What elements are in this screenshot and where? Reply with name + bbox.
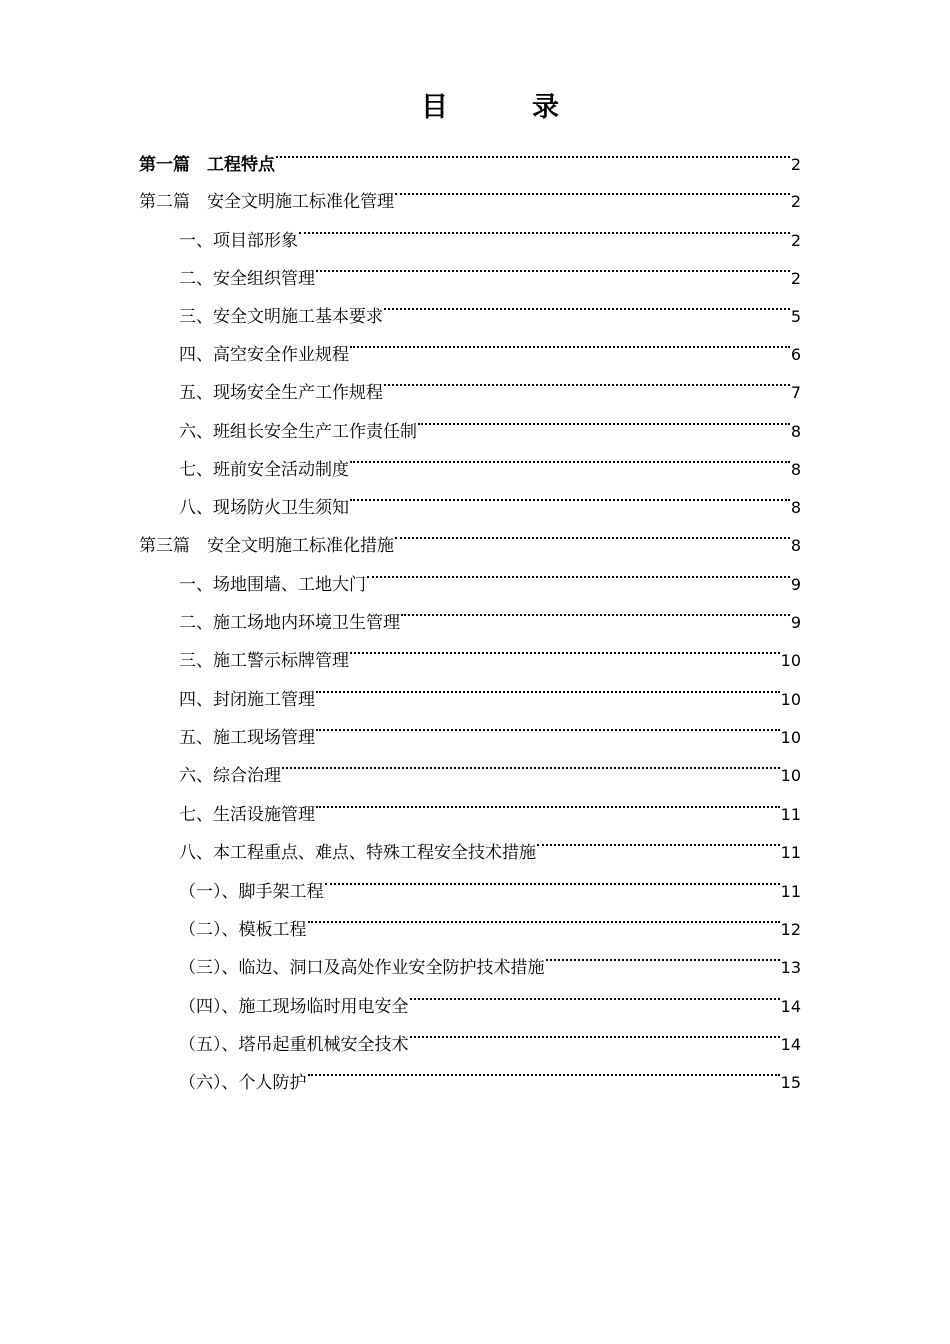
page-title [0, 88, 950, 128]
toc-entry-title: 八、本工程重点、难点、特殊工程安全技术措施 [179, 843, 536, 863]
toc-entry-page-number: 15 [780, 1073, 801, 1092]
toc-dot-leader [367, 552, 790, 590]
toc-dot-leader [282, 743, 780, 781]
toc-dot-leader [410, 974, 780, 1012]
toc-entry-title: 六、班组长安全生产工作责任制 [179, 422, 417, 442]
toc-entry-page-number: 8 [790, 536, 801, 555]
toc-entry[interactable] [179, 399, 801, 442]
toc-entry[interactable] [179, 705, 801, 748]
toc-entry-title: 八、现场防火卫生须知 [179, 498, 349, 518]
toc-entry-page-number: 8 [790, 422, 801, 441]
toc-dot-leader [395, 169, 790, 207]
toc-entry-title: 四、高空安全作业规程 [179, 345, 349, 365]
toc-entry-page-number: 2 [790, 269, 801, 288]
toc-entry-title: 三、安全文明施工基本要求 [179, 307, 383, 327]
toc-entry[interactable] [179, 360, 801, 403]
toc-entry[interactable] [179, 743, 801, 786]
toc-dot-leader [350, 322, 790, 360]
toc-entry-title: 二、安全组织管理 [179, 269, 315, 289]
toc-entry-page-number: 6 [790, 345, 801, 364]
toc-entry-title: 七、生活设施管理 [179, 805, 315, 825]
toc-entry-page-number: 13 [780, 958, 801, 977]
toc-dot-leader [410, 1012, 780, 1050]
toc-dot-leader [546, 935, 780, 973]
toc-entry-page-number: 5 [790, 307, 801, 326]
toc-dot-leader [316, 782, 780, 820]
toc-entry[interactable] [139, 169, 801, 212]
toc-entry-page-number: 10 [780, 728, 801, 747]
toc-entry-title: （五）、塔吊起重机械安全技术 [179, 1035, 409, 1055]
toc-dot-leader [401, 590, 790, 628]
toc-entry[interactable] [179, 208, 801, 251]
toc-entry-title: （一）、脚手架工程 [179, 882, 324, 902]
toc-entry[interactable] [179, 782, 801, 825]
toc-entry[interactable] [179, 475, 801, 518]
toc-entry-title: （六）、个人防护 [179, 1073, 307, 1093]
toc-entry-page-number: 11 [780, 843, 801, 862]
toc-dot-leader [276, 132, 790, 170]
toc-entry-title: 七、班前安全活动制度 [179, 460, 349, 480]
toc-entry-page-number: 8 [790, 498, 801, 517]
toc-entry[interactable] [179, 1050, 801, 1093]
toc-dot-leader [308, 1050, 780, 1088]
toc-entry-title: 第二篇 安全文明施工标准化管理 [139, 192, 394, 212]
toc-entry-title: 二、施工场地内环境卫生管理 [179, 613, 400, 633]
toc-entry[interactable] [179, 974, 801, 1017]
toc-entry-page-number: 11 [780, 882, 801, 901]
toc-entry[interactable] [179, 322, 801, 365]
toc-dot-leader [350, 628, 780, 666]
toc-entry-page-number: 10 [780, 690, 801, 709]
toc-dot-leader [384, 360, 790, 398]
toc-dot-leader [384, 284, 790, 322]
toc-entry[interactable] [179, 284, 801, 327]
toc-dot-leader [418, 399, 790, 437]
toc-dot-leader [325, 859, 780, 897]
toc-entry[interactable] [179, 590, 801, 633]
toc-entry-title: （三）、临边、洞口及高处作业安全防护技术措施 [179, 958, 545, 978]
toc-dot-leader [299, 208, 790, 246]
toc-entry[interactable] [179, 246, 801, 289]
toc-entry-title: 一、项目部形象 [179, 231, 298, 251]
toc-entry-title: （四）、施工现场临时用电安全 [179, 997, 409, 1017]
toc-entry-title: 第一篇 工程特点 [139, 155, 275, 175]
title-char-2: 录 [532, 92, 559, 123]
title-char-1: 目 [421, 92, 448, 123]
toc-dot-leader [308, 897, 780, 935]
toc-entry-page-number: 2 [790, 192, 801, 211]
toc-entry[interactable] [179, 897, 801, 940]
toc-entry[interactable] [179, 628, 801, 671]
toc-entry-page-number: 7 [790, 383, 801, 402]
toc-entry-title: 一、场地围墙、工地大门 [179, 575, 366, 595]
toc-dot-leader [316, 705, 780, 743]
toc-entry-page-number: 10 [780, 766, 801, 785]
toc-dot-leader [316, 667, 780, 705]
toc-entry-page-number: 12 [780, 920, 801, 939]
toc-entry-title: 五、施工现场管理 [179, 728, 315, 748]
toc-dot-leader [350, 475, 790, 513]
toc-entry-page-number: 2 [790, 231, 801, 250]
toc-dot-leader [316, 246, 790, 284]
toc-entry-page-number: 11 [780, 805, 801, 824]
toc-entry[interactable] [139, 132, 801, 175]
toc-entry[interactable] [179, 935, 801, 978]
toc-entry-page-number: 2 [790, 155, 801, 174]
toc-entry-page-number: 8 [790, 460, 801, 479]
toc-entry-title: 三、施工警示标牌管理 [179, 651, 349, 671]
toc-entry[interactable] [179, 859, 801, 902]
toc-dot-leader [537, 820, 780, 858]
toc-entry-title: （二）、模板工程 [179, 920, 307, 940]
toc-entry-title: 四、封闭施工管理 [179, 690, 315, 710]
toc-entry-page-number: 14 [780, 1035, 801, 1054]
toc-entry[interactable] [179, 1012, 801, 1055]
toc-entry-title: 五、现场安全生产工作规程 [179, 383, 383, 403]
toc-entry[interactable] [179, 552, 801, 595]
toc-entry[interactable] [179, 820, 801, 863]
toc-entry-page-number: 10 [780, 651, 801, 670]
toc-entry-page-number: 9 [790, 613, 801, 632]
toc-entry[interactable] [179, 667, 801, 710]
toc-dot-leader [395, 513, 790, 551]
toc-dot-leader [350, 437, 790, 475]
toc-entry-page-number: 14 [780, 997, 801, 1016]
toc-entry[interactable] [139, 513, 801, 556]
toc-entry-page-number: 9 [790, 575, 801, 594]
toc-entry-title: 第三篇 安全文明施工标准化措施 [139, 536, 394, 556]
toc-entry-title: 六、综合治理 [179, 766, 281, 786]
toc-entry[interactable] [179, 437, 801, 480]
